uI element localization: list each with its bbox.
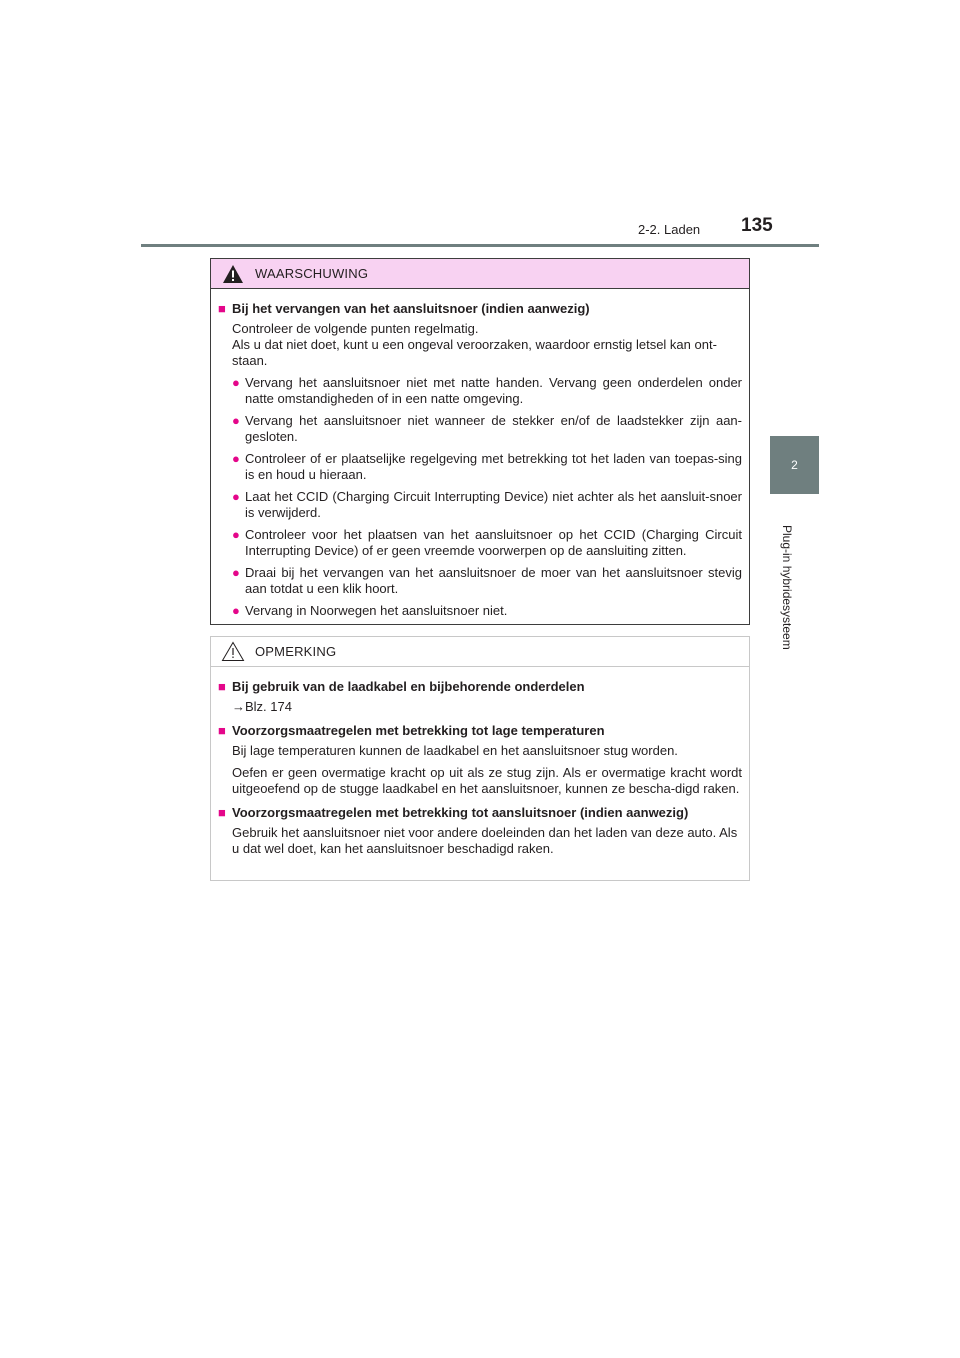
note-section-title-text: Bij gebruik van de laadkabel en bijbehorende onderdelen — [232, 679, 585, 694]
warning-triangle-filled-icon — [211, 264, 255, 284]
round-bullet-icon: ● — [232, 451, 240, 466]
chapter-tab — [770, 436, 819, 494]
header-rule — [141, 244, 819, 247]
note-section-title-text: Voorzorgsmaatregelen met betrekking tot aansluitsnoer (indien aanwezig) — [232, 805, 689, 820]
note-body — [211, 667, 749, 857]
chapter-number: 2 — [791, 458, 798, 472]
warning-bullet-text: Draai bij het vervangen van het aansluitsnoer de moer van het aansluitsnoer stevig aan totdat u een klik hoort. — [245, 565, 742, 596]
note-section-title — [218, 805, 742, 821]
warning-intro-2: Als u dat niet doet, kunt u een ongeval veroorzaken, waardoor ernstig letsel kan ont-staan. — [232, 337, 717, 368]
note-paragraph: Gebruik het aansluitsnoer niet voor andere doeleinden dan het laden van deze auto. Als u dat wel doet, kan het aansluitsnoer beschadigd raken. — [232, 825, 738, 856]
warning-bullet-text: Vervang het aansluitsnoer niet wanneer de stekker en/of de laadstekker zijn aan-gesloten. — [245, 413, 742, 444]
round-bullet-icon: ● — [232, 375, 240, 390]
warning-title: WAARSCHUWING — [255, 266, 369, 281]
warning-bullet-text: Vervang in Noorwegen het aansluitsnoer niet. — [245, 603, 508, 618]
note-section-title — [218, 723, 742, 739]
warning-bullet — [218, 451, 742, 483]
round-bullet-icon: ● — [232, 489, 240, 504]
round-bullet-icon: ● — [232, 603, 240, 618]
note-paragraph: Oefen er geen overmatige kracht op uit als ze stug zijn. Als er overmatige kracht wordt uitgeoefend op de stugge laadkabel en het aansluitsnoer, kunnen ze bescha-digd raken. — [232, 765, 742, 796]
warning-box — [210, 258, 750, 625]
note-paragraph: Bij lage temperaturen kunnen de laadkabel en het aansluitsnoer stug worden. — [232, 743, 678, 758]
note-box — [210, 636, 750, 881]
page-header-section: 2-2. Laden — [638, 222, 701, 237]
note-section-title — [218, 679, 742, 695]
warning-bullet-text: Controleer of er plaatselijke regelgeving met betrekking tot het laden van toepas-sing is en houd u hieraan. — [245, 451, 742, 482]
warning-bullet — [218, 565, 742, 597]
warning-section-title-text: Bij het vervangen van het aansluitsnoer (indien aanwezig) — [232, 301, 590, 316]
warning-section-title — [218, 301, 742, 317]
warning-bullet-text: Vervang het aansluitsnoer niet met natte handen. Vervang geen onderdelen onder natte omstandigheden of in een natte omgeving. — [245, 375, 742, 406]
round-bullet-icon: ● — [232, 413, 240, 428]
warning-bullet — [218, 527, 742, 559]
square-bullet-icon: ■ — [218, 679, 226, 694]
warning-header — [211, 259, 749, 289]
note-title: OPMERKING — [255, 644, 337, 659]
square-bullet-icon: ■ — [218, 805, 226, 820]
note-paragraph: →Blz. 174 — [232, 699, 292, 714]
warning-triangle-outline-icon — [211, 641, 255, 662]
chapter-title: Plug-in hybridesysteem — [780, 525, 794, 650]
warning-bullet-text: Controleer voor het plaatsen van het aansluitsnoer op het CCID (Charging Circuit Interrupting Device) of er geen vreemde voorwerpen op de aansluiting zitten. — [245, 527, 742, 558]
note-header — [211, 637, 749, 667]
warning-intro-1: Controleer de volgende punten regelmatig. — [232, 321, 479, 336]
round-bullet-icon: ● — [232, 565, 240, 580]
warning-bullet — [218, 489, 742, 521]
note-section-title-text: Voorzorgsmaatregelen met betrekking tot lage temperaturen — [232, 723, 605, 738]
square-bullet-icon: ■ — [218, 723, 226, 738]
warning-bullet — [218, 603, 742, 619]
warning-bullet-text: Laat het CCID (Charging Circuit Interrupting Device) niet achter als het aansluit-snoer is verwijderd. — [245, 489, 742, 520]
round-bullet-icon: ● — [232, 527, 240, 542]
warning-bullet — [218, 375, 742, 407]
page-number: 135 — [741, 215, 773, 236]
warning-body — [211, 289, 749, 619]
square-bullet-icon: ■ — [218, 301, 226, 316]
warning-bullet — [218, 413, 742, 445]
